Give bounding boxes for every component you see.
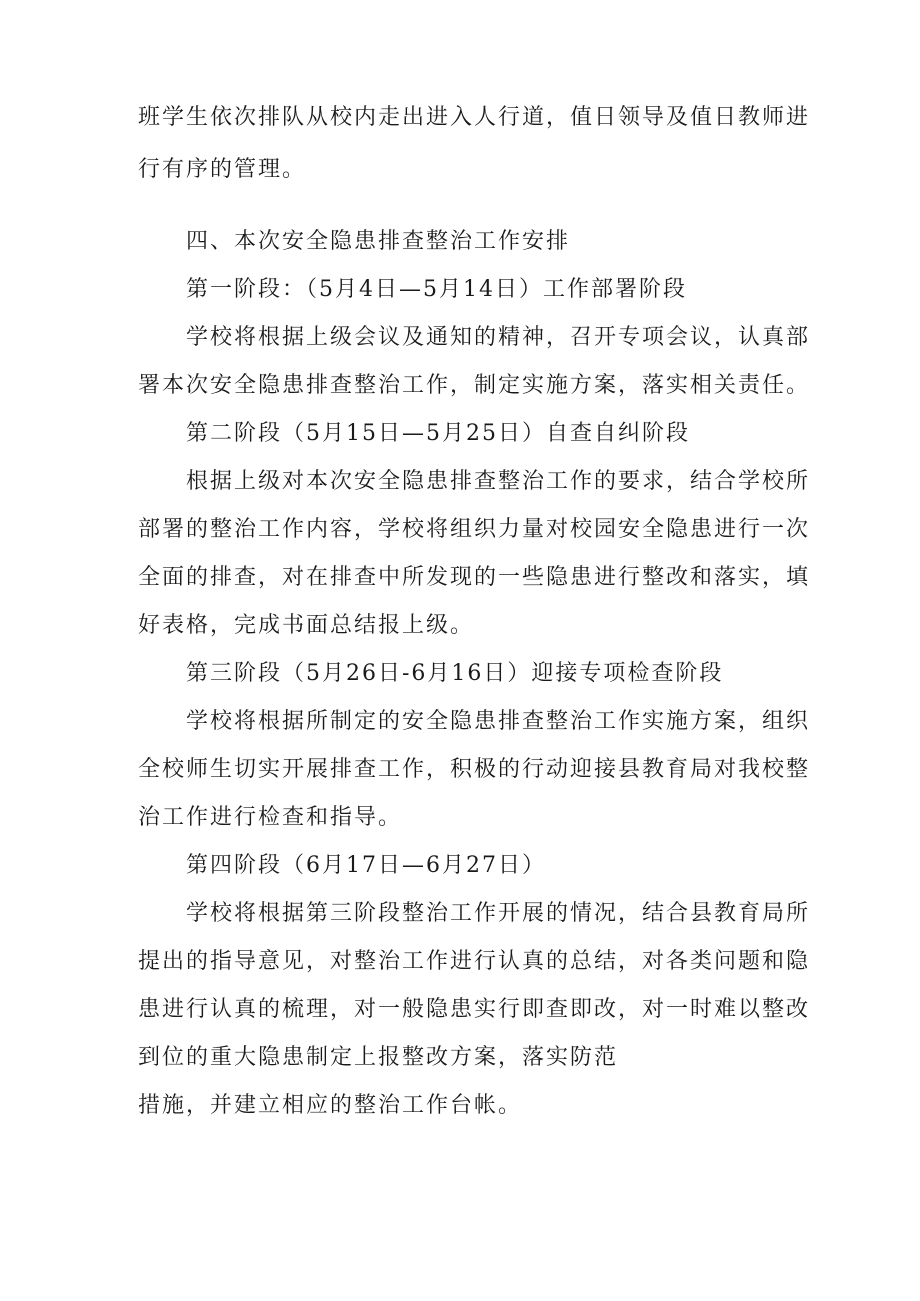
- text-line: 班学生依次排队从校内走出进入人行道，值日领导及值日教师进: [138, 105, 811, 130]
- section-heading: 四、本次安全隐患排查整治工作安排: [186, 229, 571, 254]
- paragraph-line: 全校师生切实开展排查工作，积极的行动迎接县教育局对我校整: [138, 757, 811, 782]
- paragraph-line: 治工作进行检查和指导。: [138, 805, 403, 830]
- paragraph-line: 根据上级对本次安全隐患排查整治工作的要求，结合学校所: [186, 469, 811, 494]
- paragraph-line: 学校将根据上级会议及通知的精神，召开专项会议，认真部: [186, 325, 811, 350]
- paragraph-line: 措施，并建立相应的整治工作台帐。: [138, 1093, 523, 1118]
- paragraph-line: 部署的整治工作内容，学校将组织力量对校园安全隐患进行一次: [138, 517, 811, 542]
- text-line: 行有序的管理。: [138, 157, 307, 182]
- phase-heading: 第四阶段（6月17日—6月27日）: [186, 853, 546, 878]
- paragraph-line: 患进行认真的梳理，对一般隐患实行即查即改，对一时难以整改: [138, 997, 811, 1022]
- paragraph-line: 学校将根据第三阶段整治工作开展的情况，结合县教育局所: [186, 901, 811, 926]
- paragraph-line: 署本次安全隐患排查整治工作，制定实施方案，落实相关责任。: [138, 373, 811, 398]
- phase-heading: 第一阶段：（5月4日—5月14日）工作部署阶段: [186, 277, 687, 302]
- paragraph-line: 全面的排查，对在排查中所发现的一些隐患进行整改和落实，填: [138, 565, 811, 590]
- phase-heading: 第二阶段（5月15日—5月25日）自查自纠阶段: [186, 421, 690, 446]
- paragraph-line: 提出的指导意见，对整治工作进行认真的总结，对各类问题和隐: [138, 949, 811, 974]
- paragraph-line: 好表格，完成书面总结报上级。: [138, 613, 475, 638]
- phase-heading: 第三阶段（5月26日-6月16日）迎接专项检查阶段: [186, 661, 724, 686]
- paragraph-line: 学校将根据所制定的安全隐患排查整治工作实施方案，组织: [186, 709, 811, 734]
- paragraph-line: 到位的重大隐患制定上报整改方案，落实防范: [138, 1045, 619, 1070]
